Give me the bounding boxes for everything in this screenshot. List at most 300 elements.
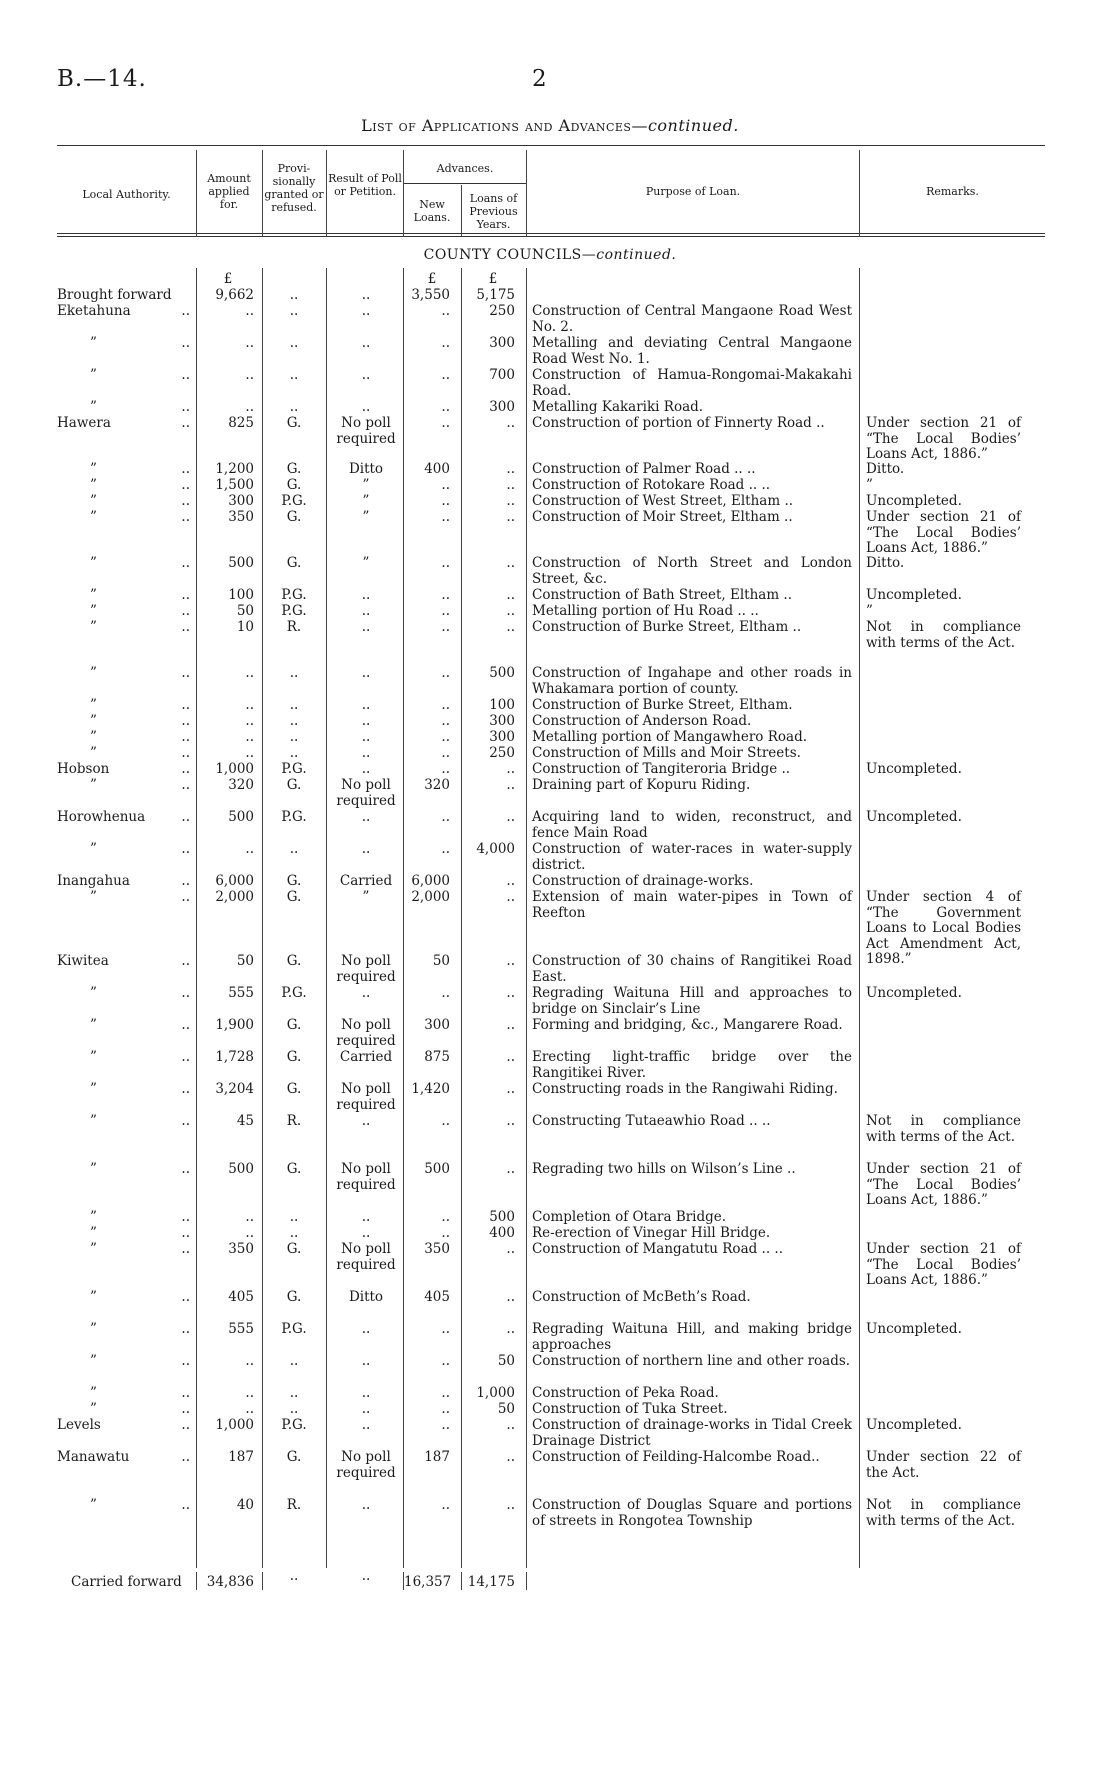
col-prev-loans: Loans of Previous Years. xyxy=(469,192,518,231)
new-loans-cell: 320 xyxy=(424,777,450,793)
provisional-cell: .. xyxy=(289,1385,299,1401)
purpose-cell: Re-erection of Vinegar Hill Bridge. xyxy=(532,1225,771,1241)
provisional-cell: P.G. xyxy=(281,603,307,619)
poll-cell: .. xyxy=(361,303,371,319)
remarks-cell: Ditto. xyxy=(866,461,905,477)
leader-dots: .. xyxy=(181,745,190,761)
purpose-cell: Construction of drainage-works in Tidal Creek Drainage District xyxy=(532,1417,852,1449)
new-loans-cell: .. xyxy=(441,1321,450,1337)
new-loans-cell: .. xyxy=(441,493,450,509)
leader-dots: .. xyxy=(181,493,190,509)
remarks-cell: Ditto. xyxy=(866,555,905,571)
amount-cell: 320 xyxy=(228,777,254,793)
leader-dots: .. xyxy=(181,953,190,969)
authority-cell: ” xyxy=(90,1161,97,1177)
purpose-cell: Constructing Tutaeawhio Road .. .. xyxy=(532,1113,771,1129)
authority-cell: ” xyxy=(90,665,97,681)
amount-cell: 6,000 xyxy=(215,873,254,889)
purpose-cell: Metalling Kakariki Road. xyxy=(532,399,704,415)
new-loans-cell: 405 xyxy=(424,1289,450,1305)
provisional-cell: .. xyxy=(289,287,299,303)
prev-loans-cell: 300 xyxy=(489,335,515,351)
amount-cell: 500 xyxy=(228,809,254,825)
poll-cell: .. xyxy=(361,809,371,825)
purpose-cell: Construction of Tangiteroria Bridge .. xyxy=(532,761,791,777)
amount-cell: 40 xyxy=(236,1497,254,1513)
purpose-cell: Construction of Douglas Square and portions of streets in Rongotea Township xyxy=(532,1497,852,1529)
col-poll: Result of Poll or Petition. xyxy=(328,172,402,198)
purpose-cell: Construction of Moir Street, Eltham .. xyxy=(532,509,793,525)
authority-cell: ” xyxy=(90,985,97,1001)
prev-loans-cell: .. xyxy=(506,619,515,635)
purpose-cell: Construction of Bath Street, Eltham .. xyxy=(532,587,792,603)
amount-cell: 1,000 xyxy=(215,1417,254,1433)
amount-cell: .. xyxy=(245,399,254,415)
leader-dots: .. xyxy=(181,761,190,777)
amount-cell: 405 xyxy=(228,1289,254,1305)
authority-cell: Brought forward xyxy=(57,287,172,303)
purpose-cell: Regrading Waituna Hill and approaches to bridge on Sinclair’s Line xyxy=(532,985,852,1017)
prev-loans-cell: 50 xyxy=(497,1401,515,1417)
prev-loans-cell: .. xyxy=(506,1321,515,1337)
prev-loans-cell: .. xyxy=(506,809,515,825)
authority-cell: Kiwitea xyxy=(57,953,109,969)
poll-cell: .. xyxy=(361,399,371,415)
leader-dots: .. xyxy=(181,603,190,619)
authority-cell: ” xyxy=(90,587,97,603)
new-loans-cell: .. xyxy=(441,415,450,431)
col-divider xyxy=(859,268,860,1568)
provisional-cell: G. xyxy=(286,1017,302,1033)
remarks-cell: Under section 21 of “The Local Bodies’ Loans Act, 1886.” xyxy=(866,415,1021,462)
amount-cell: 500 xyxy=(228,1161,254,1177)
provisional-cell: .. xyxy=(289,729,299,745)
prev-loans-cell: .. xyxy=(506,1049,515,1065)
provisional-cell: G. xyxy=(286,509,302,525)
provisional-cell: .. xyxy=(289,1353,299,1369)
authority-cell: ” xyxy=(90,509,97,525)
poll-cell: Carried xyxy=(339,873,393,889)
leader-dots: .. xyxy=(181,1049,190,1065)
provisional-cell: .. xyxy=(289,1401,299,1417)
prev-loans-cell: 250 xyxy=(489,303,515,319)
leader-dots: .. xyxy=(181,1353,190,1369)
authority-cell: ” xyxy=(90,335,97,351)
prev-loans-cell: .. xyxy=(506,761,515,777)
authority-cell: ” xyxy=(90,777,97,793)
leader-dots: .. xyxy=(181,1289,190,1305)
leader-dots: .. xyxy=(181,1113,190,1129)
remarks-cell: Uncompleted. xyxy=(866,493,962,509)
amount-cell: 300 xyxy=(228,493,254,509)
poll-cell: .. xyxy=(361,985,371,1001)
purpose-cell: Construction of northern line and other roads. xyxy=(532,1353,851,1369)
new-loans-cell: .. xyxy=(441,1209,450,1225)
leader-dots: .. xyxy=(181,335,190,351)
poll-cell: ” xyxy=(362,477,370,493)
prev-loans-cell: .. xyxy=(506,1497,515,1513)
purpose-cell: Construction of Rotokare Road .. .. xyxy=(532,477,771,493)
purpose-cell: Construction of 30 chains of Rangitikei Road East. xyxy=(532,953,852,985)
provisional-cell: G. xyxy=(286,1241,302,1257)
poll-cell: No poll required xyxy=(336,1241,396,1273)
authority-cell: Eketahuna xyxy=(57,303,131,319)
amount-cell: .. xyxy=(245,1225,254,1241)
new-loans-cell: .. xyxy=(441,1353,450,1369)
col-remarks: Remarks. xyxy=(926,185,979,198)
leader-dots: .. xyxy=(181,1385,190,1401)
new-loans-cell: .. xyxy=(441,729,450,745)
authority-cell: Hawera xyxy=(57,415,111,431)
provisional-cell: G. xyxy=(286,1161,302,1177)
poll-cell: .. xyxy=(361,1401,371,1417)
poll-cell: .. xyxy=(361,761,371,777)
prev-loans-cell: 500 xyxy=(489,665,515,681)
purpose-cell: Construction of Anderson Road. xyxy=(532,713,752,729)
authority-cell: Inangahua xyxy=(57,873,130,889)
provisional-cell: G. xyxy=(286,461,302,477)
page-title xyxy=(0,116,1100,135)
authority-cell: ” xyxy=(90,1353,97,1369)
amount-cell: .. xyxy=(245,303,254,319)
authority-cell: ” xyxy=(90,889,97,905)
table-top-rule xyxy=(57,145,1045,146)
leader-dots: .. xyxy=(181,841,190,857)
advances-rule xyxy=(404,183,526,184)
authority-cell: ” xyxy=(90,603,97,619)
new-loans-cell: .. xyxy=(441,399,450,415)
provisional-cell: .. xyxy=(289,665,299,681)
authority-cell: ” xyxy=(90,1081,97,1097)
authority-cell: ” xyxy=(90,1241,97,1257)
leader-dots: .. xyxy=(181,1497,190,1513)
authority-cell: ” xyxy=(90,461,97,477)
amount-cell: .. xyxy=(245,841,254,857)
prev-loans-cell: 700 xyxy=(489,367,515,383)
new-loans-cell: .. xyxy=(441,1225,450,1241)
new-loans-cell: .. xyxy=(441,985,450,1001)
amount-cell: 3,204 xyxy=(215,1081,254,1097)
leader-dots: .. xyxy=(181,367,190,383)
leader-dots: .. xyxy=(181,1161,190,1177)
prev-loans-cell: 500 xyxy=(489,1209,515,1225)
prev-loans-cell: .. xyxy=(506,587,515,603)
col-divider xyxy=(326,150,327,237)
provisional-cell: G. xyxy=(286,873,302,889)
authority-cell: ” xyxy=(90,1049,97,1065)
col-divider xyxy=(262,150,263,237)
purpose-cell: Completion of Otara Bridge. xyxy=(532,1209,727,1225)
col-amount: Amount applied for. xyxy=(207,172,251,211)
poll-cell: .. xyxy=(361,367,371,383)
prev-loans-cell: .. xyxy=(506,1449,515,1465)
prev-loans-cell: .. xyxy=(506,1241,515,1257)
new-loans-cell: .. xyxy=(441,761,450,777)
leader-dots: .. xyxy=(181,415,190,431)
poll-cell: .. xyxy=(361,745,371,761)
leader-dots: .. xyxy=(181,1449,190,1465)
provisional-cell: G. xyxy=(286,555,302,571)
new-loans-cell: .. xyxy=(441,841,450,857)
section-cont: continued. xyxy=(596,247,677,263)
new-loans-cell: 2,000 xyxy=(411,889,450,905)
provisional-cell: P.G. xyxy=(281,761,307,777)
carried-forward-prev: 14,175 xyxy=(467,1574,515,1590)
authority-cell: ” xyxy=(90,697,97,713)
purpose-cell: Metalling and deviating Central Mangaone Road West No. 1. xyxy=(532,335,852,367)
new-loans-cell: .. xyxy=(441,335,450,351)
provisional-cell: .. xyxy=(289,367,299,383)
provisional-cell: G. xyxy=(286,1449,302,1465)
poll-cell: .. xyxy=(361,841,371,857)
poll-cell: ” xyxy=(362,509,370,525)
authority-cell: ” xyxy=(90,1289,97,1305)
provisional-cell: P.G. xyxy=(281,809,307,825)
leader-dots: .. xyxy=(181,461,190,477)
col-divider xyxy=(526,268,527,1568)
purpose-cell: Construction of Mangatutu Road .. .. xyxy=(532,1241,784,1257)
col-divider xyxy=(326,268,327,1568)
provisional-cell: G. xyxy=(286,415,302,431)
amount-cell: 187 xyxy=(228,1449,254,1465)
amount-cell: .. xyxy=(245,745,254,761)
amount-cell: .. xyxy=(245,1401,254,1417)
authority-cell: Levels xyxy=(57,1417,101,1433)
provisional-cell: G. xyxy=(286,1081,302,1097)
new-loans-cell: 50 xyxy=(432,953,450,969)
carried-forward-poll: .. xyxy=(361,1568,371,1584)
col-divider xyxy=(196,1572,197,1590)
purpose-cell: Construction of McBeth’s Road. xyxy=(532,1289,751,1305)
poll-cell: No poll required xyxy=(336,1161,396,1193)
purpose-cell: Construction of portion of Finnerty Road .. xyxy=(532,415,825,431)
poll-cell: ” xyxy=(362,555,370,571)
leader-dots: .. xyxy=(181,889,190,905)
new-loans-cell: .. xyxy=(441,745,450,761)
leader-dots: .. xyxy=(181,1241,190,1257)
prev-loans-cell: .. xyxy=(506,1017,515,1033)
provisional-cell: G. xyxy=(286,953,302,969)
prev-loans-cell: .. xyxy=(506,1417,515,1433)
prev-loans-cell: .. xyxy=(506,1289,515,1305)
poll-cell: .. xyxy=(361,697,371,713)
amount-cell: 825 xyxy=(228,415,254,431)
authority-cell: ” xyxy=(90,399,97,415)
new-loans-cell: 300 xyxy=(424,1017,450,1033)
prev-loans-cell: .. xyxy=(506,603,515,619)
new-loans-cell: 875 xyxy=(424,1049,450,1065)
leader-dots: .. xyxy=(181,1417,190,1433)
poll-cell: .. xyxy=(361,665,371,681)
prev-loans-cell: 300 xyxy=(489,729,515,745)
amount-cell: 1,900 xyxy=(215,1017,254,1033)
provisional-cell: .. xyxy=(289,1225,299,1241)
prev-loans-cell: .. xyxy=(506,555,515,571)
amount-cell: 10 xyxy=(236,619,254,635)
leader-dots: .. xyxy=(181,555,190,571)
purpose-cell: Metalling portion of Mangawhero Road. xyxy=(532,729,808,745)
leader-dots: .. xyxy=(181,1209,190,1225)
authority-cell: ” xyxy=(90,729,97,745)
prev-loans-cell: 300 xyxy=(489,399,515,415)
remarks-cell: Not in compliance with terms of the Act. xyxy=(866,619,1021,651)
poll-cell: ” xyxy=(362,493,370,509)
new-loans-cell: 500 xyxy=(424,1161,450,1177)
poll-cell: .. xyxy=(361,335,371,351)
purpose-cell: Extension of main water-pipes in Town of Reefton xyxy=(532,889,852,921)
authority-cell: ” xyxy=(90,1321,97,1337)
purpose-cell: Draining part of Kopuru Riding. xyxy=(532,777,751,793)
purpose-cell: Construction of North Street and London Street, &c. xyxy=(532,555,852,587)
authority-cell: ” xyxy=(90,713,97,729)
provisional-cell: R. xyxy=(286,1113,302,1129)
prev-loans-cell: .. xyxy=(506,493,515,509)
authority-cell: ” xyxy=(90,1225,97,1241)
amount-cell: 350 xyxy=(228,509,254,525)
new-loans-cell: 6,000 xyxy=(411,873,450,889)
prev-loans-cell: .. xyxy=(506,777,515,793)
poll-cell: .. xyxy=(361,1321,371,1337)
carried-forward-new: 16,357 xyxy=(404,1574,452,1590)
prev-loans-cell: .. xyxy=(506,477,515,493)
amount-cell: 1,500 xyxy=(215,477,254,493)
currency-amount: £ xyxy=(223,271,233,287)
new-loans-cell: 1,420 xyxy=(411,1081,450,1097)
header-bottom-rule-2 xyxy=(57,236,1045,237)
new-loans-cell: .. xyxy=(441,809,450,825)
amount-cell: 555 xyxy=(228,985,254,1001)
new-loans-cell: 400 xyxy=(424,461,450,477)
page-ref: B.—14. xyxy=(57,66,147,92)
purpose-cell: Construction of Burke Street, Eltham .. xyxy=(532,619,802,635)
poll-cell: .. xyxy=(361,1225,371,1241)
new-loans-cell: .. xyxy=(441,555,450,571)
amount-cell: 350 xyxy=(228,1241,254,1257)
col-divider xyxy=(526,1572,527,1590)
col-purpose: Purpose of Loan. xyxy=(645,185,741,198)
provisional-cell: .. xyxy=(289,335,299,351)
amount-cell: 45 xyxy=(236,1113,254,1129)
remarks-cell: ” xyxy=(866,603,873,619)
poll-cell: No poll required xyxy=(336,1449,396,1481)
purpose-cell: Construction of water-races in water-supply district. xyxy=(532,841,852,873)
remarks-cell: Not in compliance with terms of the Act. xyxy=(866,1497,1021,1529)
leader-dots: .. xyxy=(181,809,190,825)
prev-loans-cell: .. xyxy=(506,953,515,969)
purpose-cell: Construction of Burke Street, Eltham. xyxy=(532,697,793,713)
leader-dots: .. xyxy=(181,587,190,603)
poll-cell: No poll required xyxy=(336,953,396,985)
carried-forward-label: Carried forward xyxy=(71,1574,182,1590)
leader-dots: .. xyxy=(181,985,190,1001)
amount-cell: .. xyxy=(245,335,254,351)
new-loans-cell: .. xyxy=(441,1113,450,1129)
new-loans-cell: .. xyxy=(441,603,450,619)
provisional-cell: G. xyxy=(286,477,302,493)
poll-cell: No poll required xyxy=(336,777,396,809)
leader-dots: .. xyxy=(181,1321,190,1337)
authority-cell: ” xyxy=(90,555,97,571)
currency-new: £ xyxy=(427,271,437,287)
provisional-cell: .. xyxy=(289,399,299,415)
remarks-cell: Under section 21 of “The Local Bodies’ Loans Act, 1886.” xyxy=(866,509,1021,556)
prev-loans-cell: .. xyxy=(506,1081,515,1097)
authority-cell: ” xyxy=(90,619,97,635)
authority-cell: ” xyxy=(90,841,97,857)
amount-cell: 100 xyxy=(228,587,254,603)
purpose-cell: Constructing roads in the Rangiwahi Riding. xyxy=(532,1081,838,1097)
purpose-cell: Construction of Ingahape and other roads in Whakamara portion of county. xyxy=(532,665,852,697)
leader-dots: .. xyxy=(181,1017,190,1033)
remarks-cell: Uncompleted. xyxy=(866,587,962,603)
authority-cell: ” xyxy=(90,1017,97,1033)
leader-dots: .. xyxy=(181,697,190,713)
amount-cell: .. xyxy=(245,367,254,383)
provisional-cell: .. xyxy=(289,745,299,761)
col-local-authority: Local Authority. xyxy=(82,188,171,201)
amount-cell: .. xyxy=(245,729,254,745)
authority-cell: ” xyxy=(90,493,97,509)
provisional-cell: P.G. xyxy=(281,587,307,603)
leader-dots: .. xyxy=(181,303,190,319)
purpose-cell: Forming and bridging, &c., Mangarere Road. xyxy=(532,1017,843,1033)
currency-prev: £ xyxy=(488,271,498,287)
provisional-cell: P.G. xyxy=(281,1321,307,1337)
authority-cell: ” xyxy=(90,1497,97,1513)
remarks-cell: ” xyxy=(866,477,873,493)
new-loans-cell: .. xyxy=(441,665,450,681)
provisional-cell: .. xyxy=(289,1209,299,1225)
purpose-cell: Acquiring land to widen, reconstruct, and fence Main Road xyxy=(532,809,852,841)
amount-cell: 9,662 xyxy=(215,287,254,303)
poll-cell: .. xyxy=(361,1353,371,1369)
prev-loans-cell: .. xyxy=(506,461,515,477)
authority-cell: ” xyxy=(90,1209,97,1225)
authority-cell: Manawatu xyxy=(57,1449,130,1465)
authority-cell: ” xyxy=(90,1401,97,1417)
provisional-cell: .. xyxy=(289,697,299,713)
provisional-cell: P.G. xyxy=(281,1417,307,1433)
poll-cell: .. xyxy=(361,619,371,635)
poll-cell: No poll required xyxy=(336,1081,396,1113)
prev-loans-cell: 300 xyxy=(489,713,515,729)
new-loans-cell: .. xyxy=(441,713,450,729)
new-loans-cell: .. xyxy=(441,619,450,635)
provisional-cell: P.G. xyxy=(281,985,307,1001)
new-loans-cell: .. xyxy=(441,1497,450,1513)
purpose-cell: Construction of Tuka Street. xyxy=(532,1401,728,1417)
prev-loans-cell: .. xyxy=(506,1113,515,1129)
prev-loans-cell: .. xyxy=(506,509,515,525)
purpose-cell: Erecting light-traffic bridge over the Rangitikei River. xyxy=(532,1049,852,1081)
prev-loans-cell: .. xyxy=(506,873,515,889)
amount-cell: .. xyxy=(245,697,254,713)
poll-cell: .. xyxy=(361,1113,371,1129)
purpose-cell: Construction of Hamua-Rongomai-Makakahi Road. xyxy=(532,367,852,399)
authority-cell: ” xyxy=(90,367,97,383)
amount-cell: .. xyxy=(245,1209,254,1225)
provisional-cell: .. xyxy=(289,303,299,319)
amount-cell: 2,000 xyxy=(215,889,254,905)
prev-loans-cell: 50 xyxy=(497,1353,515,1369)
new-loans-cell: 187 xyxy=(424,1449,450,1465)
poll-cell: Ditto xyxy=(348,1289,384,1305)
authority-cell: ” xyxy=(90,477,97,493)
purpose-cell: Construction of Feilding-Halcombe Road.. xyxy=(532,1449,820,1465)
remarks-cell: Uncompleted. xyxy=(866,761,962,777)
provisional-cell: G. xyxy=(286,889,302,905)
remarks-cell: Uncompleted. xyxy=(866,985,962,1001)
